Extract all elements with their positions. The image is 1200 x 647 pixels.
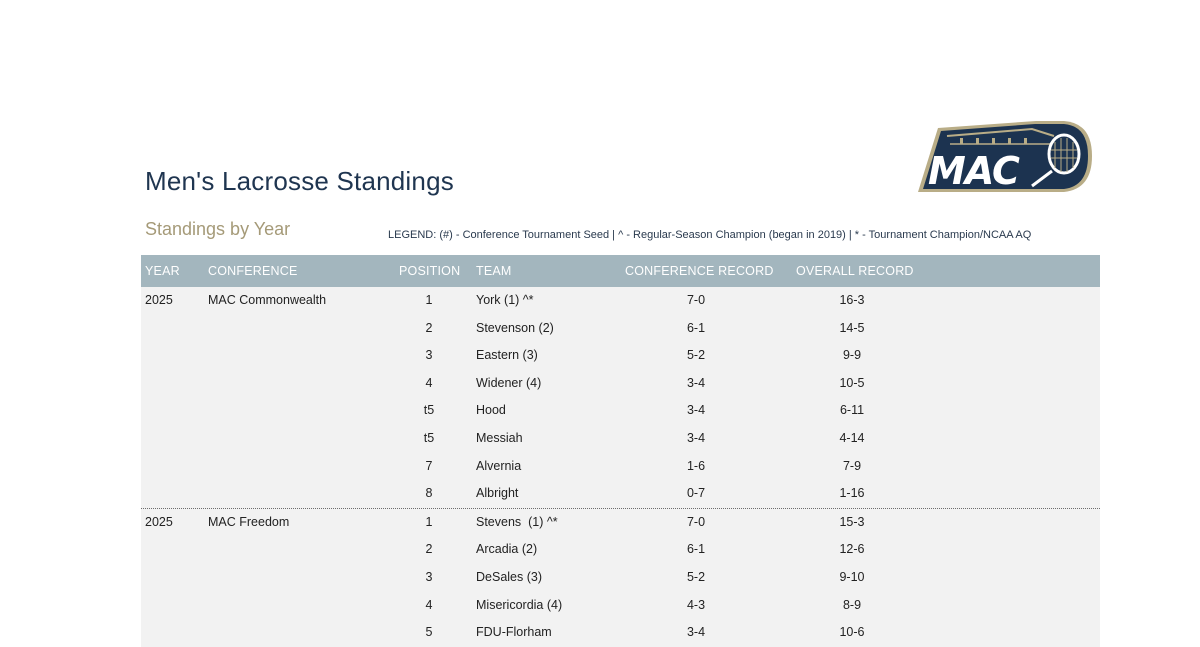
cell-conference-record: 7-0: [686, 293, 706, 307]
cell-conference: MAC Commonwealth: [208, 293, 327, 307]
standings-table: [141, 255, 1100, 647]
cell-team: Eastern (3): [476, 348, 538, 363]
cell-position: 8: [425, 486, 433, 501]
logo-text: MAC: [928, 149, 1019, 193]
table-row: [141, 397, 1100, 425]
cell-overall-record: 15-3: [839, 514, 865, 529]
cell-overall-record: 4-14: [839, 430, 865, 445]
column-header-year: YEAR: [145, 264, 180, 278]
cell-overall-record: 7-9: [842, 458, 862, 473]
table-row: [141, 564, 1100, 592]
cell-year: 2025: [145, 293, 173, 307]
column-header-conference: CONFERENCE: [208, 264, 298, 278]
section-title: Standings by Year: [145, 219, 291, 239]
cell-overall-record: 14-5: [839, 320, 865, 335]
table-row: [141, 592, 1100, 620]
cell-position: t5: [423, 430, 435, 445]
cell-conference-record: 6-1: [686, 320, 706, 335]
cell-position: 2: [425, 320, 433, 335]
cell-team: York (1) ^*: [476, 293, 534, 307]
table-row: [141, 619, 1100, 647]
cell-conference-record: 1-6: [686, 458, 706, 473]
cell-conference-record: 3-4: [686, 625, 706, 640]
cell-overall-record: 1-16: [839, 486, 865, 501]
cell-position: t5: [423, 403, 435, 418]
column-header-conference-record: CONFERENCE RECORD: [625, 264, 774, 278]
cell-position: 2: [425, 542, 433, 557]
page-title: Men's Lacrosse Standings: [145, 166, 454, 196]
cell-overall-record: 8-9: [842, 597, 862, 612]
cell-conference-record: 6-1: [686, 542, 706, 557]
cell-position: 7: [425, 458, 433, 473]
cell-conference: MAC Freedom: [208, 514, 290, 529]
table-row: [141, 315, 1100, 343]
cell-overall-record: 16-3: [839, 293, 865, 307]
conference-group-commonwealth: [141, 287, 1100, 508]
table-row: [141, 370, 1100, 398]
cell-team: Arcadia (2): [476, 542, 538, 557]
cell-position: 3: [425, 348, 433, 363]
cell-team: Messiah: [476, 430, 523, 445]
cell-overall-record: 9-10: [839, 569, 865, 584]
cell-overall-record: 6-11: [839, 403, 865, 418]
cell-team: Stevens (1) ^*: [476, 514, 558, 529]
cell-team: Alvernia: [476, 458, 522, 473]
table-row: [141, 453, 1100, 481]
cell-conference-record: 3-4: [686, 403, 706, 418]
table-row: [141, 287, 1100, 315]
cell-team: Stevenson (2): [476, 320, 554, 335]
cell-overall-record: 9-9: [842, 348, 862, 363]
cell-conference-record: 0-7: [686, 486, 706, 501]
column-header-overall-record: OVERALL RECORD: [796, 264, 914, 278]
cell-overall-record: 10-5: [839, 375, 865, 390]
table-row: [141, 425, 1100, 453]
cell-team: Albright: [476, 486, 519, 501]
cell-team: Misericordia (4): [476, 597, 563, 612]
cell-year: 2025: [145, 514, 173, 529]
table-row: [141, 536, 1100, 564]
table-row: [141, 342, 1100, 370]
cell-team: DeSales (3): [476, 569, 542, 584]
legend-text: LEGEND: (#) - Conference Tournament Seed | ^ - Regular-Season Champion (began in 2019) | * - Tournament Champion/NCAA AQ: [388, 229, 1032, 241]
cell-conference-record: 7-0: [686, 514, 706, 529]
table-row: [141, 509, 1100, 537]
cell-position: 4: [425, 375, 433, 390]
mac-logo: [914, 114, 1096, 198]
cell-overall-record: 10-6: [839, 625, 865, 640]
cell-conference-record: 5-2: [686, 348, 706, 363]
table-row: [141, 480, 1100, 508]
column-header-position: POSITION: [399, 264, 461, 278]
conference-group-freedom: [141, 508, 1100, 647]
cell-conference-record: 3-4: [686, 375, 706, 390]
cell-conference-record: 5-2: [686, 569, 706, 584]
cell-conference-record: 3-4: [686, 430, 706, 445]
cell-position: 1: [425, 514, 433, 529]
cell-position: 1: [425, 293, 433, 307]
cell-position: 4: [425, 597, 433, 612]
cell-team: Hood: [476, 403, 506, 418]
cell-team: FDU-Florham: [476, 625, 552, 640]
cell-team: Widener (4): [476, 375, 542, 390]
cell-overall-record: 12-6: [839, 542, 865, 557]
cell-position: 5: [425, 625, 433, 640]
cell-position: 3: [425, 569, 433, 584]
cell-conference-record: 4-3: [686, 597, 706, 612]
column-header-team: TEAM: [476, 264, 512, 278]
table-header: [141, 255, 1100, 287]
